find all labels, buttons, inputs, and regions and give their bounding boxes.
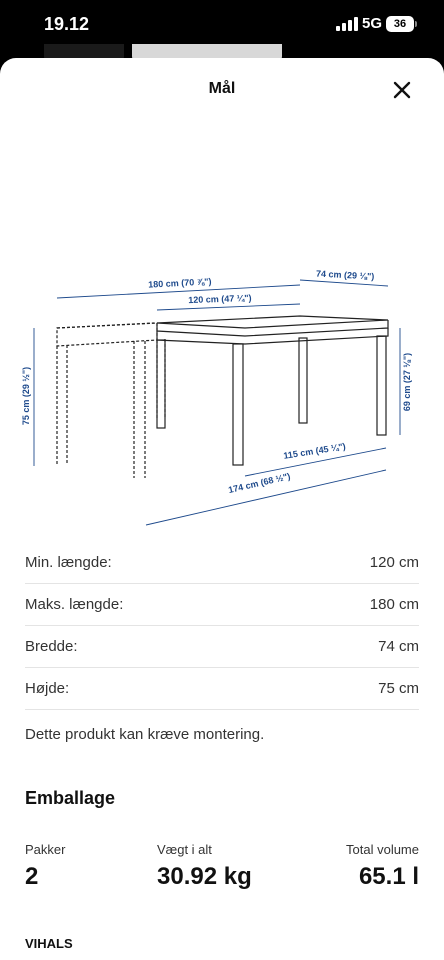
sheet-title: Mål bbox=[208, 80, 236, 97]
spec-value: 180 cm bbox=[369, 596, 419, 613]
dimension-label: 69 cm (27 ⅛") bbox=[402, 352, 412, 412]
volume-label: Total volume bbox=[346, 842, 419, 857]
spec-value: 74 cm bbox=[378, 638, 419, 655]
signal-icon bbox=[336, 17, 358, 31]
status-time: 19.12 bbox=[44, 14, 90, 34]
assembly-note: Dette produkt kan kræve montering. bbox=[25, 726, 265, 743]
dimension-label: 174 cm (68 ½") bbox=[227, 471, 292, 496]
spec-label: Bredde: bbox=[25, 638, 78, 655]
table-drawing bbox=[157, 316, 388, 465]
spec-list bbox=[25, 542, 419, 710]
spec-row bbox=[25, 668, 419, 710]
packages-value: 2 bbox=[25, 863, 39, 890]
packaging-title: Emballage bbox=[25, 788, 116, 808]
spec-row bbox=[25, 584, 419, 626]
battery-icon: 36 bbox=[386, 16, 414, 32]
close-icon[interactable] bbox=[388, 76, 416, 104]
total-weight bbox=[157, 842, 252, 891]
volume-value: 65.1 l bbox=[358, 863, 419, 890]
spec-label: Min. længde: bbox=[25, 554, 112, 571]
spec-label: Højde: bbox=[25, 680, 70, 697]
table-extended-outline bbox=[57, 323, 165, 478]
packages-count bbox=[25, 842, 65, 891]
total-volume bbox=[346, 842, 419, 891]
spec-row bbox=[25, 626, 419, 668]
dimension-lines bbox=[34, 280, 400, 525]
packages-label: Pakker bbox=[25, 842, 66, 857]
weight-label: Vægt i alt bbox=[157, 842, 212, 857]
network-type: 5G bbox=[362, 15, 383, 32]
spec-value: 120 cm bbox=[369, 554, 419, 571]
product-name: VIHALS bbox=[25, 936, 73, 951]
dimensions-sheet bbox=[0, 58, 444, 960]
battery-tip bbox=[415, 21, 417, 27]
dimension-label: 115 cm (45 ¼") bbox=[282, 441, 347, 461]
dimension-label: 180 cm (70 ⅞") bbox=[147, 276, 212, 290]
dimension-label: 120 cm (47 ¼") bbox=[188, 292, 252, 306]
spec-row bbox=[25, 542, 419, 584]
weight-value: 30.92 kg bbox=[157, 863, 252, 890]
dimension-label: 75 cm (29 ½") bbox=[21, 366, 31, 426]
table-dimension-diagram bbox=[20, 198, 420, 496]
spec-label: Maks. længde: bbox=[25, 596, 124, 613]
dimension-label: 74 cm (29 ⅛") bbox=[315, 268, 375, 282]
spec-value: 75 cm bbox=[378, 680, 419, 697]
